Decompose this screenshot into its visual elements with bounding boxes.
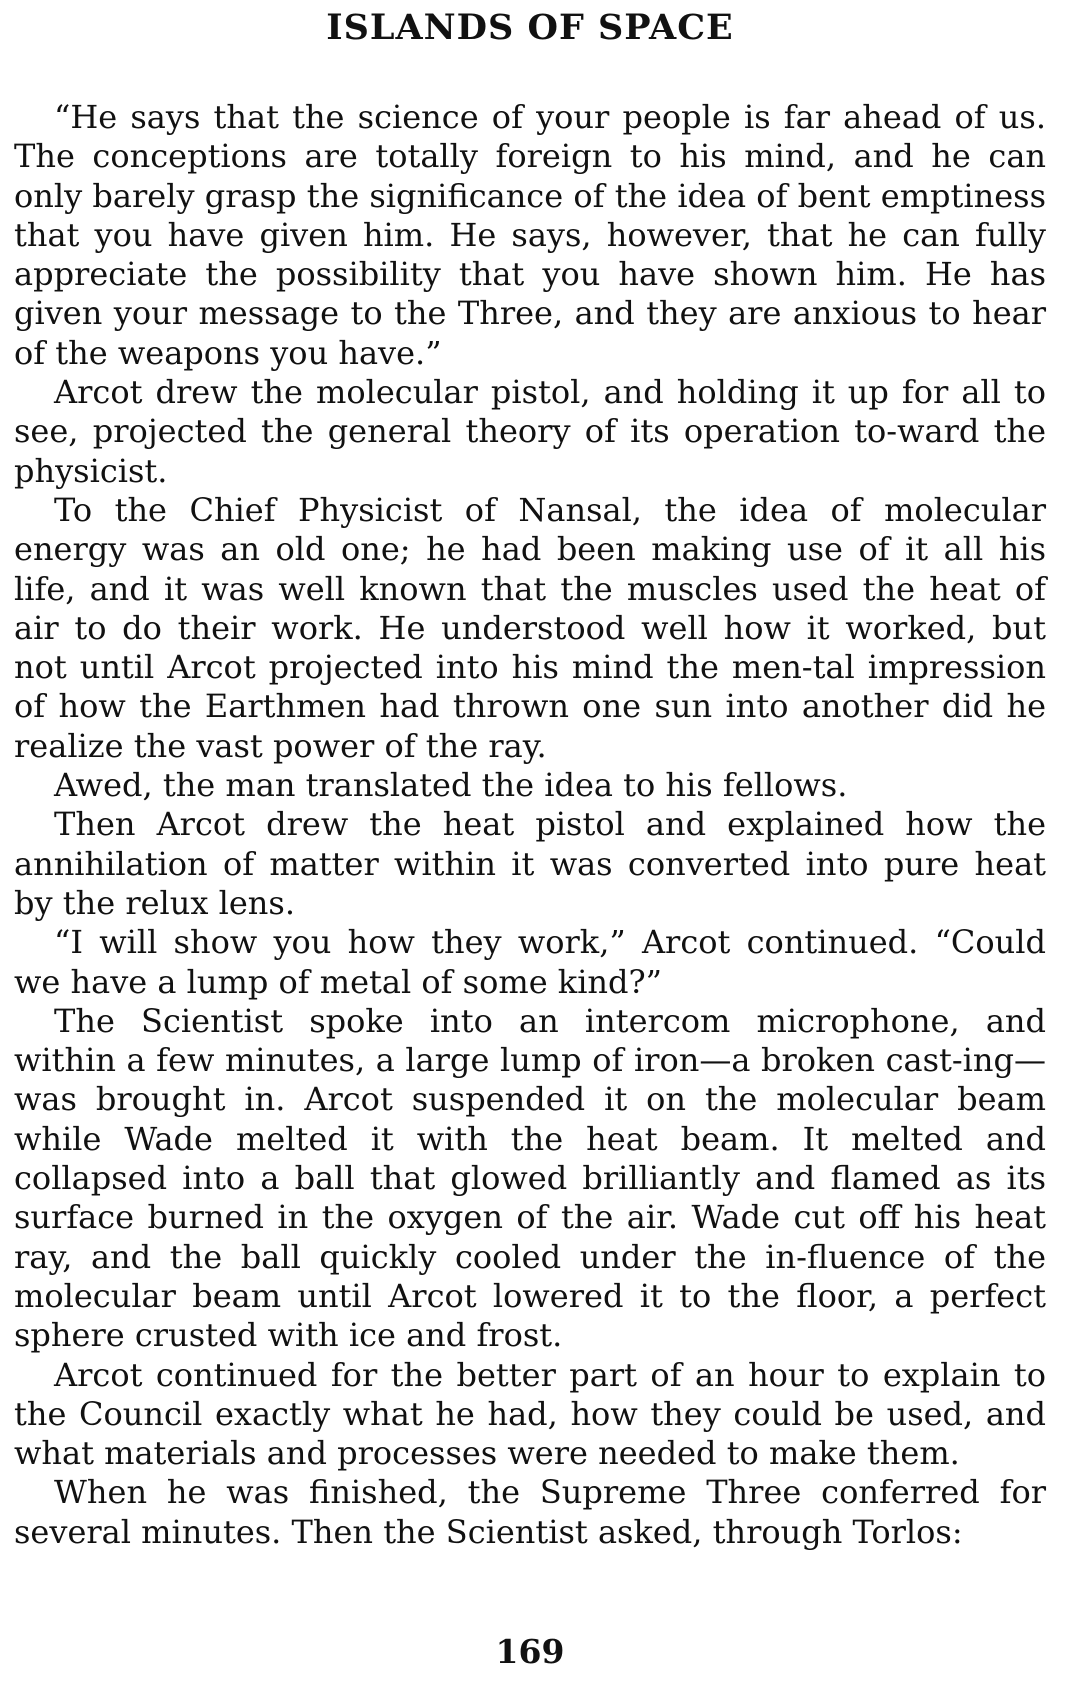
paragraph: To the Chief Physicist of Nansal, the idea of molecular energy was an old one; he had been making use of it all his life, and it was well known that the muscles used the heat of air to do their work. He understood well how it worked, but not until Arcot projected into his mind the men-tal impression of how the Earthmen had thrown one sun into another did he realize the vast power of the ray. (14, 490, 1046, 765)
paragraph: The Scientist spoke into an intercom microphone, and within a few minutes, a large lump of iron—a broken cast-ing—was brought in. Arcot suspended it on the molecular beam while Wade melted it with the heat beam. It melted and collapsed into a ball that glowed brilliantly and flamed as its surface burned in the oxygen of the air. Wade cut off his heat ray, and the ball quickly cooled under the in-fluence of the molecular beam until Arcot lowered it to the floor, a perfect sphere crusted with ice and frost. (14, 1001, 1046, 1355)
paragraph: Awed, the man translated the idea to his fellows. (54, 766, 848, 805)
paragraph: Then Arcot drew the heat pistol and explained how the annihilation of matter within it was converted into pure heat by the relux lens. (14, 805, 1046, 922)
paragraph: “I will show you how they work,” Arcot continued. “Could we have a lump of metal of some kind?” (14, 923, 1046, 1001)
page-number: 169 (495, 1632, 565, 1671)
body-text (14, 98, 1046, 1552)
book-page (14, 0, 1046, 1702)
running-head: ISLANDS OF SPACE (326, 7, 734, 48)
paragraph: When he was finished, the Supreme Three conferred for several minutes. Then the Scientist asked, through Torlos: (14, 1473, 1046, 1551)
paragraph: Arcot continued for the better part of an hour to explain to the Council exactly what he had, how they could be used, and what materials and processes were needed to make them. (14, 1355, 1046, 1473)
paragraph: “He says that the science of your people is far ahead of us. The conceptions are totally foreign to his mind, and he can only barely grasp the significance of the idea of bent emptiness that you have given him. He says, however, that he can fully appreciate the possibility that you have shown him. He has given your message to the Three, and they are anxious to hear of the weapons you have.” (14, 98, 1046, 372)
paragraph: Arcot drew the molecular pistol, and holding it up for all to see, projected the general theory of its operation to-ward the physicist. (14, 373, 1046, 490)
